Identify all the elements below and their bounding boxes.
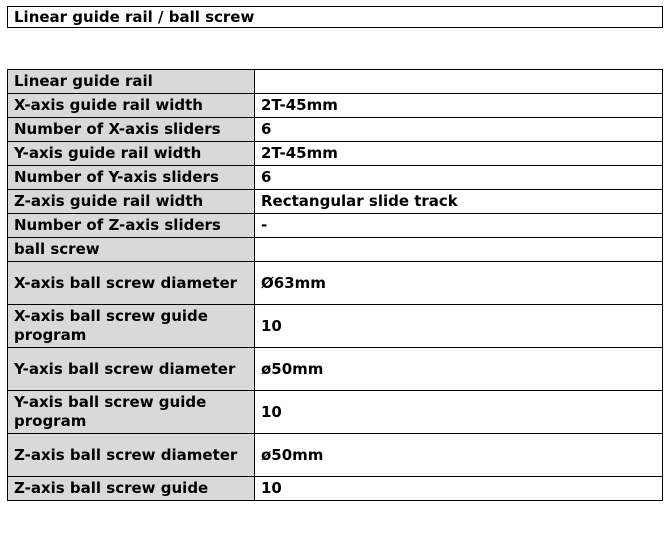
section-title: Linear guide rail / ball screw [7,6,663,28]
table-row [8,70,663,94]
row-label-x-screw-diameter: X-axis ball screw diameter [8,262,255,305]
table-row [8,477,663,501]
row-label-y-sliders: Number of Y-axis sliders [8,166,255,190]
table-row [8,118,663,142]
row-value-y-rail-width: 2T-45mm [255,142,663,166]
row-value-z-sliders: - [255,214,663,238]
row-value-linear-guide-rail [255,70,663,94]
table-row [8,348,663,391]
row-value-x-screw-guide: 10 [255,305,663,348]
row-label-ball-screw: ball screw [8,238,255,262]
row-label-y-screw-guide: Y-axis ball screw guide program [8,391,255,434]
row-value-y-screw-diameter: ø50mm [255,348,663,391]
table-row [8,305,663,348]
row-value-y-sliders: 6 [255,166,663,190]
table-row [8,142,663,166]
row-value-z-rail-width: Rectangular slide track [255,190,663,214]
table-row [8,94,663,118]
table-row [8,238,663,262]
table-row [8,434,663,477]
row-label-z-screw-diameter: Z-axis ball screw diameter [8,434,255,477]
table-row [8,391,663,434]
spec-table [7,69,663,501]
table-row [8,166,663,190]
table-row [8,190,663,214]
row-label-z-screw-guide: Z-axis ball screw guide [8,477,255,501]
row-label-z-sliders: Number of Z-axis sliders [8,214,255,238]
row-value-x-screw-diameter: Ø63mm [255,262,663,305]
row-value-x-sliders: 6 [255,118,663,142]
table-row [8,214,663,238]
row-label-z-rail-width: Z-axis guide rail width [8,190,255,214]
row-label-x-rail-width: X-axis guide rail width [8,94,255,118]
row-label-y-rail-width: Y-axis guide rail width [8,142,255,166]
row-value-x-rail-width: 2T-45mm [255,94,663,118]
row-label-x-sliders: Number of X-axis sliders [8,118,255,142]
row-label-linear-guide-rail: Linear guide rail [8,70,255,94]
row-value-ball-screw [255,238,663,262]
row-label-y-screw-diameter: Y-axis ball screw diameter [8,348,255,391]
row-value-y-screw-guide: 10 [255,391,663,434]
row-value-z-screw-diameter: ø50mm [255,434,663,477]
row-value-z-screw-guide: 10 [255,477,663,501]
row-label-x-screw-guide: X-axis ball screw guide program [8,305,255,348]
table-row [8,262,663,305]
